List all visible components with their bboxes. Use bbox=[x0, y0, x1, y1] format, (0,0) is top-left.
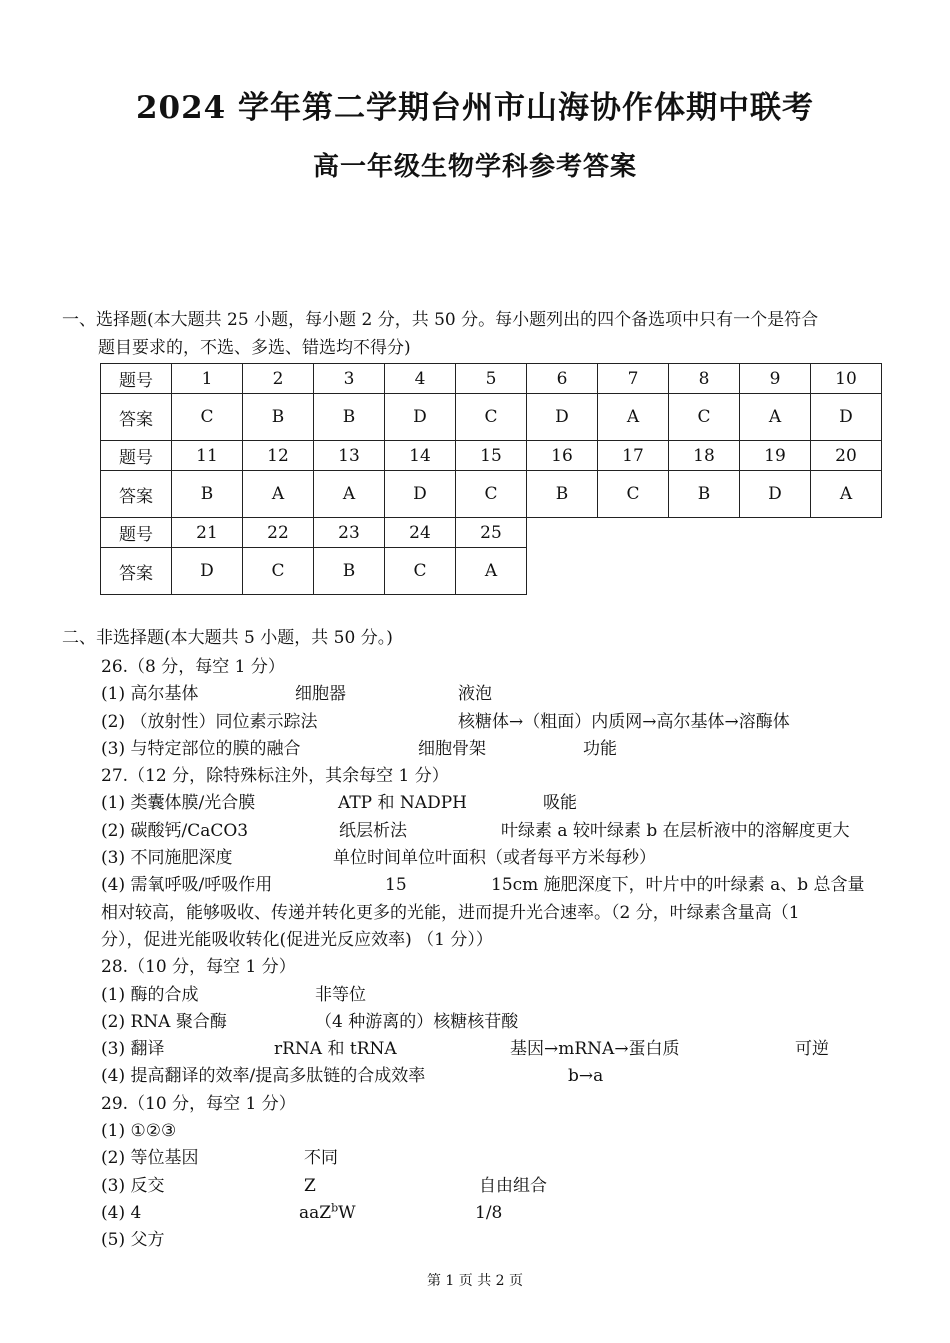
question-number-cell: 2 bbox=[243, 364, 314, 394]
question-number-cell: 11 bbox=[172, 441, 243, 471]
empty-cell bbox=[740, 548, 811, 595]
answer-cell: C bbox=[385, 548, 456, 595]
question-number-cell: 3 bbox=[314, 364, 385, 394]
page-title: 2024 学年第二学期台州市山海协作体期中联考 bbox=[135, 90, 815, 126]
q27-line6: 分），促进光能吸收转化(促进光反应效率) （1 分）） bbox=[101, 929, 493, 950]
q28-line4: (4) 提高翻译的效率/提高多肽链的合成效率 b→a bbox=[101, 1066, 604, 1087]
answer-label-cell: 答案 bbox=[101, 548, 172, 595]
q27-line1: (1) 类囊体膜/光合膜 ATP 和 NADPH 吸能 bbox=[101, 793, 577, 814]
answer-cell: C bbox=[243, 548, 314, 595]
answer-cell: C bbox=[456, 394, 527, 441]
question-number-cell: 20 bbox=[811, 441, 882, 471]
table-row-answer bbox=[101, 394, 882, 441]
q27-line3: (3) 不同施肥深度 单位时间单位叶面积（或者每平方米每秒） bbox=[101, 848, 656, 869]
question-number-cell: 7 bbox=[598, 364, 669, 394]
q26-line1: (1) 高尔基体 细胞器 液泡 bbox=[101, 684, 492, 705]
empty-cell bbox=[598, 548, 669, 595]
q26-line2: (2) （放射性）同位素示踪法 核糖体→（粗面）内质网→高尔基体→溶酶体 bbox=[101, 711, 790, 732]
question-number-cell: 12 bbox=[243, 441, 314, 471]
section2-body bbox=[101, 654, 891, 1255]
empty-cell bbox=[811, 548, 882, 595]
answer-cell: B bbox=[243, 394, 314, 441]
answer-cell: A bbox=[811, 471, 882, 518]
question-number-cell: 5 bbox=[456, 364, 527, 394]
section2-heading: 二、非选择题(本大题共 5 小题，共 50 分。) bbox=[62, 628, 393, 648]
empty-cell bbox=[527, 518, 598, 548]
answer-cell: B bbox=[172, 471, 243, 518]
question-number-cell: 24 bbox=[385, 518, 456, 548]
answer-cell: A bbox=[314, 471, 385, 518]
q29-head: 29.（10 分，每空 1 分） bbox=[101, 1093, 296, 1114]
question-number-cell: 15 bbox=[456, 441, 527, 471]
answer-label-cell: 答案 bbox=[101, 471, 172, 518]
q28-line2: (2) RNA 聚合酶 （4 种游离的）核糖核苷酸 bbox=[101, 1011, 519, 1032]
answer-cell: D bbox=[385, 394, 456, 441]
answer-table bbox=[100, 363, 882, 595]
page-footer: 第 1 页 共 2 页 bbox=[426, 1273, 524, 1289]
answer-cell: C bbox=[598, 471, 669, 518]
q27-line5: 相对较高，能够吸收、传递并转化更多的光能，进而提升光合速率。（2 分，叶绿素含量高（1 bbox=[101, 902, 800, 923]
question-number-cell: 1 bbox=[172, 364, 243, 394]
question-label-cell: 题号 bbox=[101, 364, 172, 394]
answer-cell: D bbox=[172, 548, 243, 595]
empty-cell bbox=[669, 548, 740, 595]
question-number-cell: 13 bbox=[314, 441, 385, 471]
q29-line3: (3) 反交 Z 自由组合 bbox=[101, 1175, 547, 1196]
question-number-cell: 17 bbox=[598, 441, 669, 471]
question-number-cell: 4 bbox=[385, 364, 456, 394]
page-subtitle: 高一年级生物学科参考答案 bbox=[312, 152, 637, 182]
answer-cell: B bbox=[527, 471, 598, 518]
empty-cell bbox=[740, 518, 811, 548]
answer-cell: A bbox=[740, 394, 811, 441]
answer-cell: D bbox=[811, 394, 882, 441]
question-number-cell: 25 bbox=[456, 518, 527, 548]
q26-line3: (3) 与特定部位的膜的融合 细胞骨架 功能 bbox=[101, 738, 617, 759]
q29-line4: (4) 4 aaZ$^b$W 1/8 bbox=[101, 1200, 891, 1227]
question-number-cell: 19 bbox=[740, 441, 811, 471]
q28-line1: (1) 酶的合成 非等位 bbox=[101, 984, 366, 1005]
question-label-cell: 题号 bbox=[101, 518, 172, 548]
q28-line3: (3) 翻译 rRNA 和 tRNA 基因→mRNA→蛋白质 可逆 bbox=[101, 1039, 829, 1060]
section1-heading-line1: 一、选择题(本大题共 25 小题，每小题 2 分，共 50 分。每小题列出的四个备选项中只有一个是符合 bbox=[62, 310, 819, 330]
answer-cell: D bbox=[740, 471, 811, 518]
answer-cell: A bbox=[456, 548, 527, 595]
answer-label-cell: 答案 bbox=[101, 394, 172, 441]
table-row-question bbox=[101, 518, 882, 548]
q28-head: 28.（10 分，每空 1 分） bbox=[101, 957, 296, 978]
question-number-cell: 23 bbox=[314, 518, 385, 548]
q29-line2: (2) 等位基因 不同 bbox=[101, 1148, 338, 1169]
question-number-cell: 9 bbox=[740, 364, 811, 394]
question-number-cell: 10 bbox=[811, 364, 882, 394]
section1-heading-line2: 题目要求的，不选、多选、错选均不得分) bbox=[98, 338, 411, 358]
answer-cell: A bbox=[243, 471, 314, 518]
table-row-question bbox=[101, 441, 882, 471]
question-number-cell: 6 bbox=[527, 364, 598, 394]
answer-cell: A bbox=[598, 394, 669, 441]
question-number-cell: 16 bbox=[527, 441, 598, 471]
table-row-answer bbox=[101, 471, 882, 518]
question-number-cell: 14 bbox=[385, 441, 456, 471]
answer-cell: D bbox=[527, 394, 598, 441]
question-label-cell: 题号 bbox=[101, 441, 172, 471]
empty-cell bbox=[598, 518, 669, 548]
empty-cell bbox=[811, 518, 882, 548]
section1-heading bbox=[62, 306, 892, 362]
q29-line1: (1) ①②③ bbox=[101, 1121, 177, 1142]
answer-cell: C bbox=[172, 394, 243, 441]
q29-line5: (5) 父方 bbox=[101, 1230, 165, 1251]
question-number-cell: 8 bbox=[669, 364, 740, 394]
answer-cell: B bbox=[314, 394, 385, 441]
answer-cell: B bbox=[314, 548, 385, 595]
question-number-cell: 21 bbox=[172, 518, 243, 548]
table-row-question bbox=[101, 364, 882, 394]
answer-cell: D bbox=[385, 471, 456, 518]
q27-line2: (2) 碳酸钙/CaCO3 纸层析法 叶绿素 a 较叶绿素 b 在层析液中的溶解度更大 bbox=[101, 820, 850, 841]
q26-head: 26.（8 分，每空 1 分） bbox=[101, 657, 285, 677]
question-number-cell: 22 bbox=[243, 518, 314, 548]
answer-cell: B bbox=[669, 471, 740, 518]
answer-cell: C bbox=[669, 394, 740, 441]
answer-cell: C bbox=[456, 471, 527, 518]
q27-head: 27.（12 分，除特殊标注外，其余每空 1 分） bbox=[101, 766, 449, 787]
genotype: aaZ$^b$W bbox=[299, 1201, 356, 1223]
empty-cell bbox=[527, 548, 598, 595]
table-row-answer bbox=[101, 548, 882, 595]
q27-line4: (4) 需氧呼吸/呼吸作用 15 15cm 施肥深度下，叶片中的叶绿素 a、b 总含量 bbox=[101, 875, 865, 896]
empty-cell bbox=[669, 518, 740, 548]
question-number-cell: 18 bbox=[669, 441, 740, 471]
